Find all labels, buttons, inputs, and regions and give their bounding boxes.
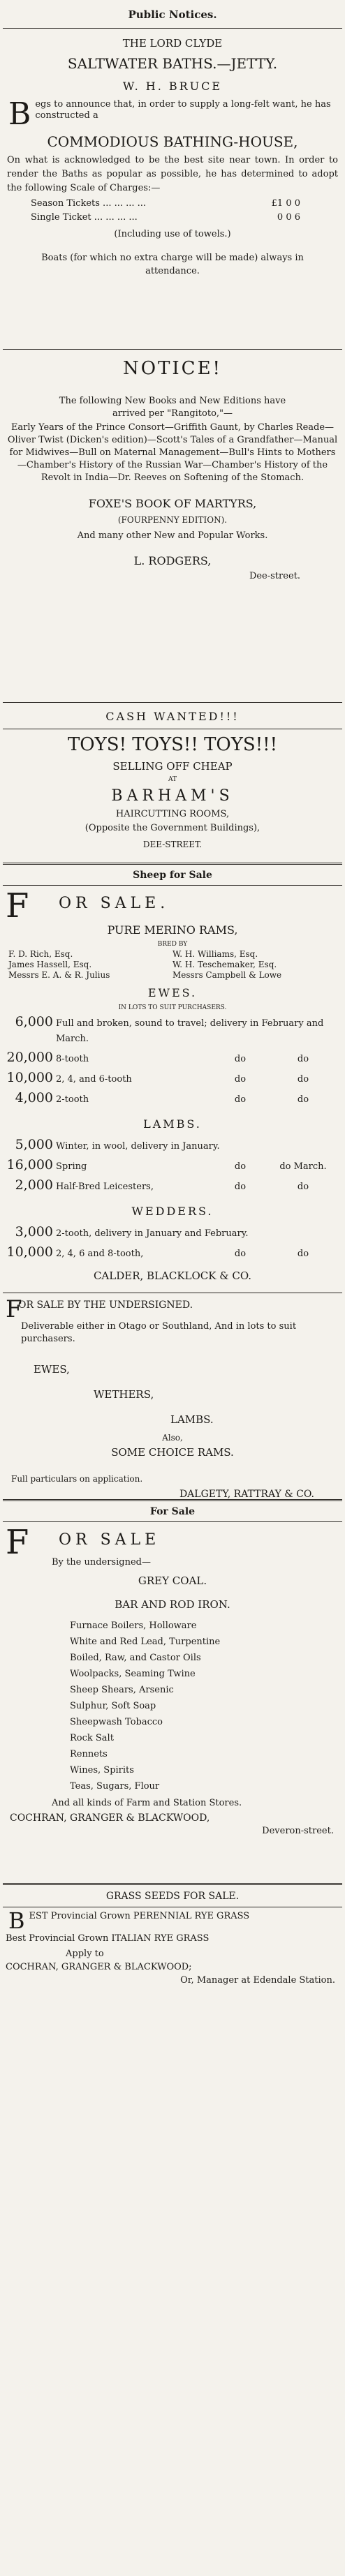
divider xyxy=(3,28,342,29)
stock-description: 2, 4, 6 and 8-tooth, xyxy=(56,1249,144,1259)
ditto-mark: do March. xyxy=(279,1161,327,1172)
ditto-mark: do xyxy=(297,1054,309,1064)
drop-capital: F xyxy=(6,1295,22,1323)
grass-manager: Or, Manager at Edendale Station. xyxy=(180,1975,335,1986)
baths-subheading: SALTWATER BATHS.—JETTY. xyxy=(67,55,278,72)
stock-row xyxy=(3,1089,342,1109)
baths-body: On what is acknowledged to be the best site near town. In order to render the Baths as popular as possible, he has determined to adopt the following Scale of Charges:— xyxy=(7,155,338,193)
baths-headline: COMMODIOUS BATHING-HOUSE, xyxy=(47,133,298,150)
section-title: For Sale xyxy=(149,1506,196,1517)
stock-description: Winter, in wool, delivery in January. xyxy=(56,1141,220,1152)
grass-advert xyxy=(3,1887,342,2020)
for-sale-section-header xyxy=(3,1503,342,1520)
foxe-title: FOXE'S BOOK OF MARTYRS, xyxy=(88,497,257,510)
masthead xyxy=(3,0,342,28)
divider xyxy=(3,349,342,350)
opposite-line: (Opposite the Government Buildings), xyxy=(85,823,260,833)
deliverable-note: Deliverable either in Otago or Southland, And in lots to suit purchasers. xyxy=(21,1321,297,1344)
stock-quantity: 10,000 xyxy=(6,1244,53,1260)
bar-rod-iron: BAR AND ROD IRON. xyxy=(115,1598,230,1611)
store-item: Furnace Boilers, Holloware xyxy=(70,1621,197,1631)
store-item: Wines, Spirits xyxy=(70,1765,134,1775)
single-ticket-row xyxy=(3,211,342,225)
undersigned-seller: DALGETY, RATTRAY & CO. xyxy=(179,1489,314,1500)
breeder-name: F. D. Rich, Esq. xyxy=(8,949,73,959)
ditto-mark: do xyxy=(297,1074,309,1085)
ditto-mark: do xyxy=(297,1249,309,1259)
ditto-mark: do xyxy=(234,1161,247,1172)
lambs-heading: LAMBS. xyxy=(143,1117,202,1131)
stock-row xyxy=(3,1176,342,1196)
sheep-seller: CALDER, BLACKLOCK & CO. xyxy=(93,1270,252,1282)
also-line: Also, xyxy=(162,1433,183,1443)
notice-books: Early Years of the Prince Consort—Griffith Gaunt, by Charles Reade—Oliver Twist (Dicken's edition)—Scott's Tales of a Grandfather—Manual for Midwives—Bull on Maternal Management—Bull's Hints to Mothers—Chamber's History of the Russian War—Chamber's History of the Revolt in India—Dr. Reeves on Softening of the Stomach. xyxy=(7,422,338,483)
lambs-table xyxy=(3,1136,342,1196)
choice-rams: SOME CHOICE RAMS. xyxy=(111,1446,234,1459)
sheep-heading: OR SALE. xyxy=(59,895,170,912)
store-item: Sheep Shears, Arsenic xyxy=(70,1685,174,1695)
stock-row xyxy=(3,1156,342,1176)
for-sale-seller: COCHRAN, GRANGER & BLACKWOOD, xyxy=(10,1812,210,1824)
breeder-row xyxy=(3,960,342,970)
notice-intro: The following New Books and New Editions have arrived per "Rangitoto,"— xyxy=(59,396,286,419)
stock-row xyxy=(3,1069,342,1089)
stock-row xyxy=(3,1136,342,1156)
ewes-label: EWES, xyxy=(34,1363,70,1376)
breeder-row xyxy=(3,949,342,960)
drop-capital: F xyxy=(6,886,29,925)
cash-heading: CASH WANTED!!! xyxy=(105,710,240,723)
sheep-section-header xyxy=(3,867,342,884)
store-item: Woolpacks, Seaming Twine xyxy=(70,1669,196,1679)
ditto-mark: do xyxy=(234,1094,247,1105)
season-ticket-label: Season Tickets ... ... ... ... xyxy=(31,198,147,209)
barham-name: BARHAM'S xyxy=(111,787,234,805)
ewes-table xyxy=(3,1013,342,1109)
grey-coal: GREY COAL. xyxy=(138,1574,207,1587)
store-item: Rennets xyxy=(70,1749,108,1759)
season-ticket-price: £1 0 0 xyxy=(271,198,300,209)
selling-line: SELLING OFF CHEAP xyxy=(112,760,233,773)
breeder-row xyxy=(3,970,342,981)
stock-description: Half-Bred Leicesters, xyxy=(56,1182,154,1192)
lambs-label: LAMBS. xyxy=(170,1413,214,1426)
store-items-list xyxy=(3,1615,342,1794)
divider xyxy=(3,702,342,703)
page-title: Public Notices. xyxy=(128,8,217,21)
section-title: Sheep for Sale xyxy=(133,870,212,881)
breeder-name: Messrs E. A. & R. Julius xyxy=(8,970,110,980)
breeder-name: W. H. Teschemaker, Esq. xyxy=(172,960,277,969)
stock-quantity: 3,000 xyxy=(15,1224,53,1239)
farm-stores: And all kinds of Farm and Station Stores. xyxy=(52,1798,242,1808)
ditto-mark: do xyxy=(234,1249,247,1259)
breeders-list xyxy=(3,949,342,981)
grass-heading: GRASS SEEDS FOR SALE. xyxy=(105,1891,240,1902)
stock-row xyxy=(3,1048,342,1069)
for-sale-street: Deveron-street. xyxy=(262,1826,334,1836)
particulars-note: Full particulars on application. xyxy=(11,1474,143,1484)
stock-quantity: 2,000 xyxy=(15,1177,53,1193)
boats-note: Boats (for which no extra charge will be made) always in attendance. xyxy=(41,253,304,276)
stock-quantity: 6,000 xyxy=(15,1014,53,1029)
notice-signer: L. RODGERS, xyxy=(133,554,212,567)
drop-capital: B xyxy=(8,96,31,132)
single-ticket-price: 0 0 6 xyxy=(277,212,300,223)
by-undersigned: By the undersigned— xyxy=(52,1557,151,1568)
wedders-table xyxy=(3,1223,342,1263)
stock-description: 8-tooth xyxy=(56,1054,89,1064)
stock-row xyxy=(3,1243,342,1263)
baths-intro xyxy=(3,96,342,132)
breeder-name: James Hassell, Esq. xyxy=(8,960,92,969)
store-item: Sheepwash Tobacco xyxy=(70,1717,163,1727)
baths-intro-text: egs to announce that, in order to supply a long-felt want, he has constructed a xyxy=(35,99,331,121)
store-item: Teas, Sugars, Flour xyxy=(70,1781,160,1792)
cash-advert xyxy=(3,706,342,861)
baths-heading: THE LORD CLYDE xyxy=(122,37,223,50)
drop-capital: F xyxy=(6,1523,29,1562)
divider xyxy=(3,1883,342,1885)
notice-advert xyxy=(3,353,342,701)
merino-rams: PURE MERINO RAMS, xyxy=(107,923,238,937)
stock-description: Spring xyxy=(56,1161,87,1172)
perennial-rye xyxy=(3,1907,342,1934)
ditto-mark: do xyxy=(234,1182,247,1192)
barham-street: DEE-STREET. xyxy=(142,840,203,849)
store-item: White and Red Lead, Turpentine xyxy=(70,1637,221,1647)
toys-heading: TOYS! TOYS!! TOYS!!! xyxy=(67,734,278,755)
foxe-edition: (FOURPENNY EDITION). xyxy=(117,515,228,525)
single-ticket-label: Single Ticket ... ... ... ... xyxy=(31,212,138,223)
undersigned-heading-row xyxy=(3,1295,342,1323)
notice-more: And many other New and Popular Works. xyxy=(77,530,268,541)
perennial-rye-text: EST Provincial Grown PERENNIAL RYE GRASS xyxy=(29,1911,250,1921)
season-ticket-row xyxy=(3,195,342,211)
store-item: Sulphur, Soft Soap xyxy=(70,1701,156,1711)
divider xyxy=(3,885,342,886)
at-line: AT xyxy=(168,776,177,783)
baths-proprietor: W. H. BRUCE xyxy=(122,80,223,93)
sheep-advert xyxy=(3,886,342,1291)
towels-note: (Including use of towels.) xyxy=(114,229,231,239)
stock-quantity: 5,000 xyxy=(15,1137,53,1152)
wethers-label: WETHERS, xyxy=(94,1388,154,1401)
stock-description: 2-tooth, delivery in January and February. xyxy=(56,1228,249,1239)
drop-capital: B xyxy=(8,1907,25,1934)
haircutting-rooms: HAIRCUTTING ROOMS, xyxy=(115,809,230,819)
ditto-mark: do xyxy=(297,1182,309,1192)
stock-row xyxy=(3,1223,342,1243)
notice-heading: NOTICE! xyxy=(123,358,222,379)
ewes-heading: EWES. xyxy=(147,986,198,999)
wedders-heading: WEDDERS. xyxy=(131,1205,214,1218)
stock-description: 2-tooth xyxy=(56,1094,89,1105)
store-item: Boiled, Raw, and Castor Oils xyxy=(70,1653,201,1663)
ditto-mark: do xyxy=(297,1094,309,1105)
undersigned-heading: OR SALE BY THE UNDERSIGNED. xyxy=(18,1300,193,1311)
divider xyxy=(3,863,342,865)
for-sale-heading-row xyxy=(3,1523,342,1562)
stock-quantity: 16,000 xyxy=(6,1157,53,1172)
stock-quantity: 4,000 xyxy=(15,1090,53,1105)
sheep-heading-row xyxy=(3,886,342,925)
stock-description: Full and broken, sound to travel; delivery in February and March. xyxy=(56,1018,324,1044)
stock-quantity: 20,000 xyxy=(6,1050,53,1065)
store-item: Rock Salt xyxy=(70,1733,114,1743)
for-sale-heading: OR SALE xyxy=(59,1531,161,1549)
italian-rye: Best Provincial Grown ITALIAN RYE GRASS xyxy=(6,1933,210,1944)
grass-seller: COCHRAN, GRANGER & BLACKWOOD; xyxy=(6,1962,192,1972)
breeder-name: W. H. Williams, Esq. xyxy=(172,949,258,959)
notice-street: Dee-street. xyxy=(249,571,300,581)
divider xyxy=(3,1521,342,1522)
bred-by: BRED BY xyxy=(157,941,188,948)
for-sale-advert xyxy=(3,1523,342,1882)
stock-row xyxy=(3,1013,342,1048)
ditto-mark: do xyxy=(234,1054,247,1064)
ewes-lots: IN LOTS TO SUIT PURCHASERS. xyxy=(118,1004,227,1011)
stock-description: 2, 4, and 6-tooth xyxy=(56,1074,132,1085)
divider xyxy=(3,1499,342,1501)
stock-quantity: 10,000 xyxy=(6,1070,53,1085)
breeder-name: Messrs Campbell & Lowe xyxy=(172,970,282,980)
blank-margin xyxy=(3,2024,342,2568)
undersigned-advert xyxy=(3,1297,342,1498)
ditto-mark: do xyxy=(234,1074,247,1085)
apply-to: Apply to xyxy=(66,1949,104,1959)
baths-advert xyxy=(3,35,342,348)
